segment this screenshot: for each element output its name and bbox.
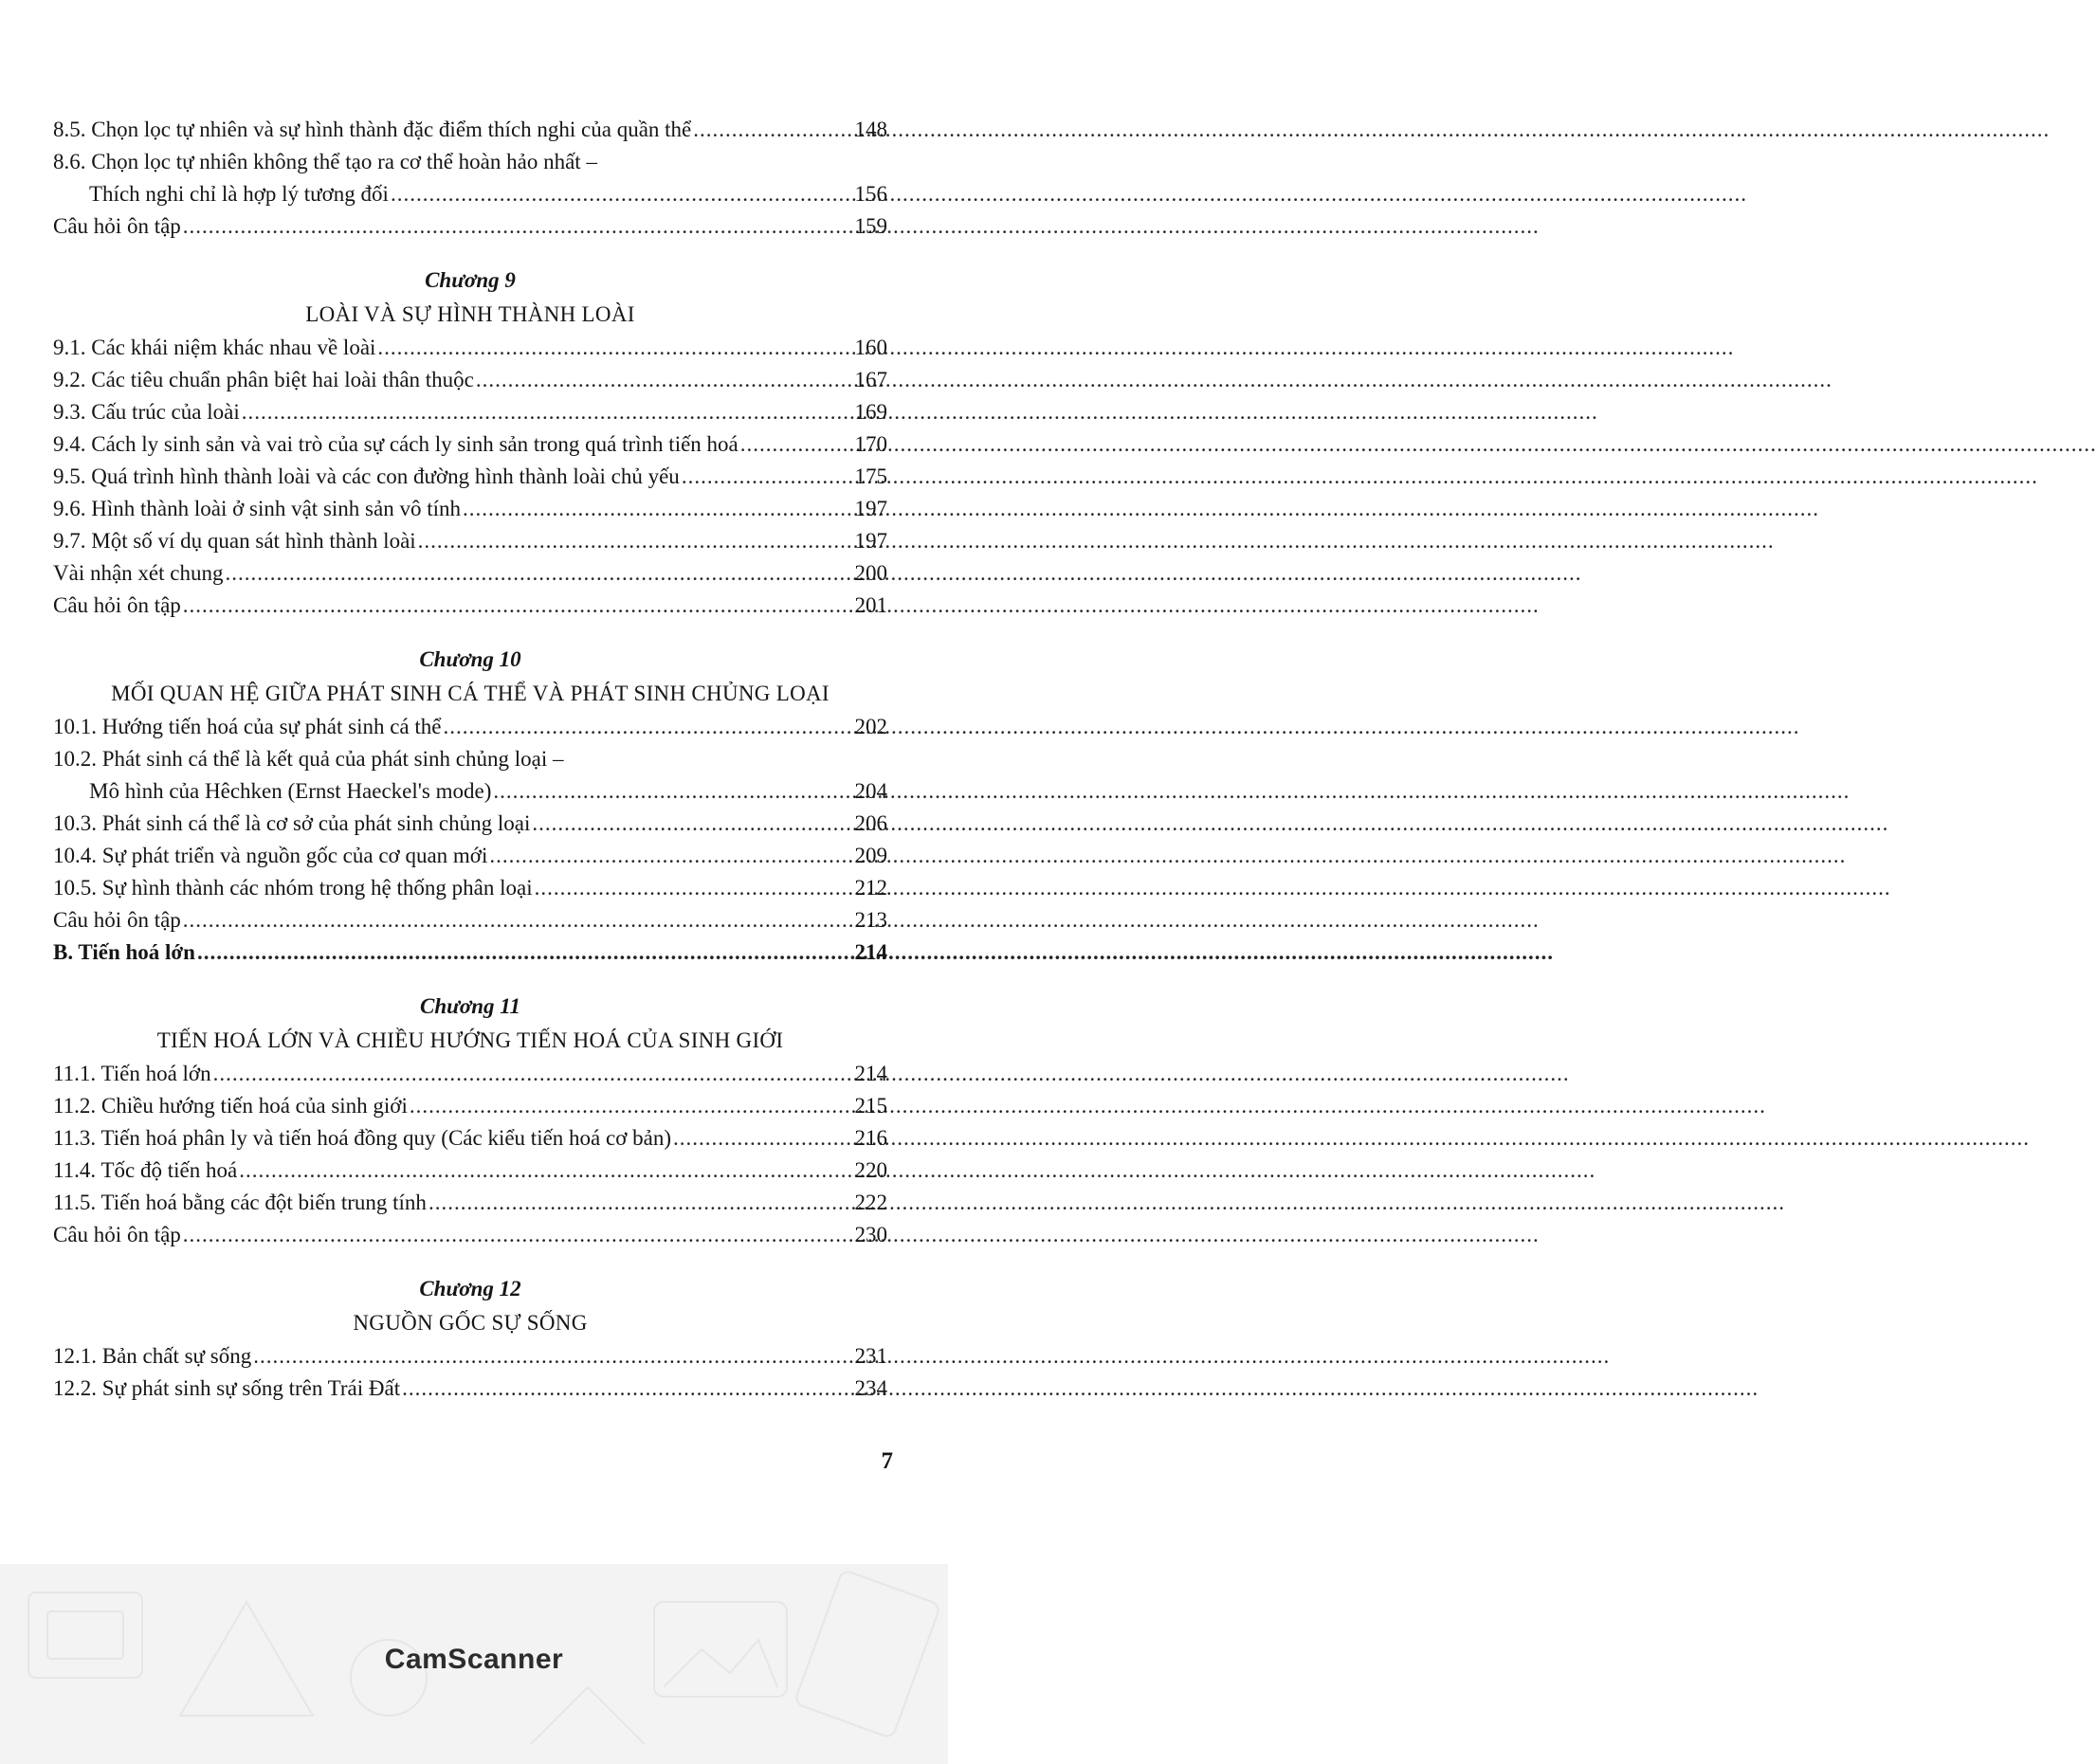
toc-entry-page: 206: [854, 811, 887, 835]
toc-entry: [53, 590, 887, 622]
dot-leader: [418, 525, 853, 557]
toc-entry-label: 11.2. Chiều hướng tiến hoá của sinh giới: [53, 1094, 408, 1118]
dot-leader: [239, 1155, 852, 1187]
toc-entry: [53, 872, 887, 904]
chapter-heading: Chương 11: [419, 994, 521, 1018]
toc-entry: [53, 428, 887, 461]
toc-entry-page: 214: [854, 940, 887, 964]
scanner-watermark-footer: [0, 1564, 948, 1764]
toc-entry-label: 9.5. Quá trình hình thành loài và các con đường hình thành loài chủ yếu: [53, 464, 680, 488]
toc-entry-label: 9.7. Một số ví dụ quan sát hình thành loài: [53, 529, 416, 553]
dot-leader: [535, 872, 853, 904]
toc-entry-page: 209: [854, 844, 887, 867]
dot-leader: [532, 808, 852, 840]
dot-leader: [183, 1219, 853, 1251]
toc-entry-label: 8.5. Chọn lọc tự nhiên và sự hình thành đặc điểm thích nghi của quần thể: [53, 118, 692, 141]
table-of-contents: [53, 114, 887, 1405]
toc-entry-page: 215: [854, 1094, 887, 1118]
camscanner-brand: CamScanner: [384, 1644, 564, 1675]
toc-entry-title-line: 10.2. Phát sinh cá thể là kết quả của phát sinh chủng loại –: [53, 747, 564, 771]
toc-entry: [53, 493, 887, 525]
toc-entry-page: 156: [854, 182, 887, 206]
toc-entry-page: 231: [854, 1344, 887, 1368]
dot-leader: [377, 332, 852, 364]
toc-entry-page: 216: [854, 1126, 887, 1150]
dot-leader: [410, 1090, 853, 1122]
toc-entry: [53, 525, 887, 557]
toc-entry-page: 170: [854, 432, 887, 456]
toc-entry-label: 10.4. Sự phát triển và nguồn gốc của cơ quan mới: [53, 844, 488, 867]
toc-entry: [53, 1340, 887, 1373]
toc-entry: [53, 461, 887, 493]
toc-entry-page: 204: [854, 779, 887, 803]
toc-entry-page: 212: [854, 876, 887, 900]
toc-entry: [53, 332, 887, 364]
toc-entry-page: 200: [854, 561, 887, 585]
page-number: 7: [881, 1448, 893, 1474]
dot-leader: [682, 461, 853, 493]
toc-entry: [53, 1373, 887, 1405]
toc-entry-page: 197: [854, 529, 887, 553]
toc-entry-page: 222: [854, 1191, 887, 1214]
toc-entry-page: 159: [854, 214, 887, 238]
dot-leader: [225, 557, 852, 590]
toc-entry-label: Vài nhận xét chung: [53, 561, 224, 585]
toc-entry: [53, 1219, 887, 1251]
toc-entry: [53, 1090, 887, 1122]
toc-entry-label: 9.6. Hình thành loài ở sinh vật sinh sản vô tính: [53, 497, 461, 520]
toc-entry-label: 11.3. Tiến hoá phân ly và tiến hoá đồng quy (Các kiểu tiến hoá cơ bản): [53, 1126, 671, 1150]
toc-entry: [53, 557, 887, 590]
dot-leader: [183, 210, 853, 243]
dot-leader: [183, 590, 853, 622]
toc-entry: [53, 114, 887, 146]
toc-entry-page: 213: [854, 908, 887, 932]
dot-leader: [463, 493, 853, 525]
dot-leader: [489, 840, 852, 872]
toc-entry-label: 9.3. Cấu trúc của loài: [53, 400, 240, 424]
toc-entry-page: 234: [854, 1376, 887, 1400]
toc-entry-page: 169: [854, 400, 887, 424]
toc-entry: [53, 1187, 887, 1219]
toc-entry: [53, 775, 887, 808]
toc-entry-label: 11.5. Tiến hoá bằng các đột biến trung tính: [53, 1191, 427, 1214]
toc-entry: [53, 364, 887, 396]
toc-entry: [53, 711, 887, 743]
toc-entry-label: B. Tiến hoá lớn: [53, 940, 195, 964]
toc-entry-page: 148: [854, 118, 887, 141]
toc-entry-title-line: 8.6. Chọn lọc tự nhiên không thể tạo ra cơ thể hoàn hảo nhất –: [53, 150, 597, 173]
chapter-name: LOÀI VÀ SỰ HÌNH THÀNH LOÀI: [305, 302, 635, 326]
dot-leader: [197, 937, 853, 969]
toc-entry-label: 10.3. Phát sinh cá thể là cơ sở của phát sinh chủng loại: [53, 811, 531, 835]
dot-leader: [740, 428, 853, 461]
dot-leader: [443, 711, 852, 743]
dot-leader: [476, 364, 853, 396]
toc-entry-label: 12.1. Bản chất sự sống: [53, 1344, 252, 1368]
toc-entry-page: 175: [854, 464, 887, 488]
chapter-name: NGUỒN GỐC SỰ SỐNG: [353, 1311, 588, 1335]
dot-leader: [242, 396, 853, 428]
toc-entry-label: 11.4. Tốc độ tiến hoá: [53, 1158, 238, 1182]
toc-entry-page: 197: [854, 497, 887, 520]
toc-entry: [53, 396, 887, 428]
toc-entry: [53, 904, 887, 937]
chapter-heading: Chương 12: [419, 1277, 521, 1300]
chapter-name: MỐI QUAN HỆ GIỮA PHÁT SINH CÁ THỂ VÀ PHÁT SINH CHỦNG LOẠI: [111, 682, 830, 705]
toc-entry-label: Câu hỏi ôn tập: [53, 1223, 181, 1246]
toc-entry-label: 11.1. Tiến hoá lớn: [53, 1062, 211, 1085]
toc-entry-page: 230: [854, 1223, 887, 1246]
toc-entry-page: 220: [854, 1158, 887, 1182]
toc-entry-label: 9.2. Các tiêu chuẩn phân biệt hai loài thân thuộc: [53, 368, 474, 391]
toc-entry-label: 9.1. Các khái niệm khác nhau về loài: [53, 336, 376, 359]
toc-entry: [53, 840, 887, 872]
toc-entry: [53, 808, 887, 840]
dot-leader: [253, 1340, 852, 1373]
toc-entry-page: 160: [854, 336, 887, 359]
toc-entry-label: 10.5. Sự hình thành các nhóm trong hệ thống phân loại: [53, 876, 533, 900]
toc-entry: [53, 178, 887, 210]
toc-entry: [53, 210, 887, 243]
toc-entry-label: Thích nghi chỉ là hợp lý tương đối: [89, 182, 389, 206]
toc-entry: [53, 937, 887, 969]
toc-entry-label: Câu hỏi ôn tập: [53, 214, 181, 238]
toc-entry: [53, 1155, 887, 1187]
toc-entry: [53, 1122, 887, 1155]
dot-leader: [493, 775, 852, 808]
chapter-heading: Chương 9: [425, 268, 516, 292]
chapter-name: TIẾN HOÁ LỚN VÀ CHIỀU HƯỚNG TIẾN HOÁ CỦA SINH GIỚI: [156, 1028, 784, 1052]
toc-entry-label: Câu hỏi ôn tập: [53, 908, 181, 932]
toc-entry-page: 167: [854, 368, 887, 391]
toc-entry-label: 9.4. Cách ly sinh sản và vai trò của sự cách ly sinh sản trong quá trình tiến hoá: [53, 432, 739, 456]
toc-entry-label: Mô hình của Hêchken (Ernst Haeckel's mode): [89, 779, 492, 803]
dot-leader: [402, 1373, 852, 1405]
dot-leader: [391, 178, 853, 210]
dot-leader: [183, 904, 853, 937]
dot-leader: [673, 1122, 853, 1155]
toc-entry-page: 214: [854, 1062, 887, 1085]
toc-entry-page: 201: [854, 593, 887, 617]
dot-leader: [429, 1187, 853, 1219]
toc-entry-label: Câu hỏi ôn tập: [53, 593, 181, 617]
dot-leader: [693, 114, 852, 146]
book-page: [0, 0, 948, 1564]
toc-entry-page: 202: [854, 715, 887, 738]
toc-entry-label: 12.2. Sự phát sinh sự sống trên Trái Đất: [53, 1376, 401, 1400]
dot-leader: [213, 1058, 853, 1090]
toc-entry-label: 10.1. Hướng tiến hoá của sự phát sinh cá thể: [53, 715, 442, 738]
chapter-heading: Chương 10: [419, 647, 521, 671]
toc-entry: [53, 1058, 887, 1090]
